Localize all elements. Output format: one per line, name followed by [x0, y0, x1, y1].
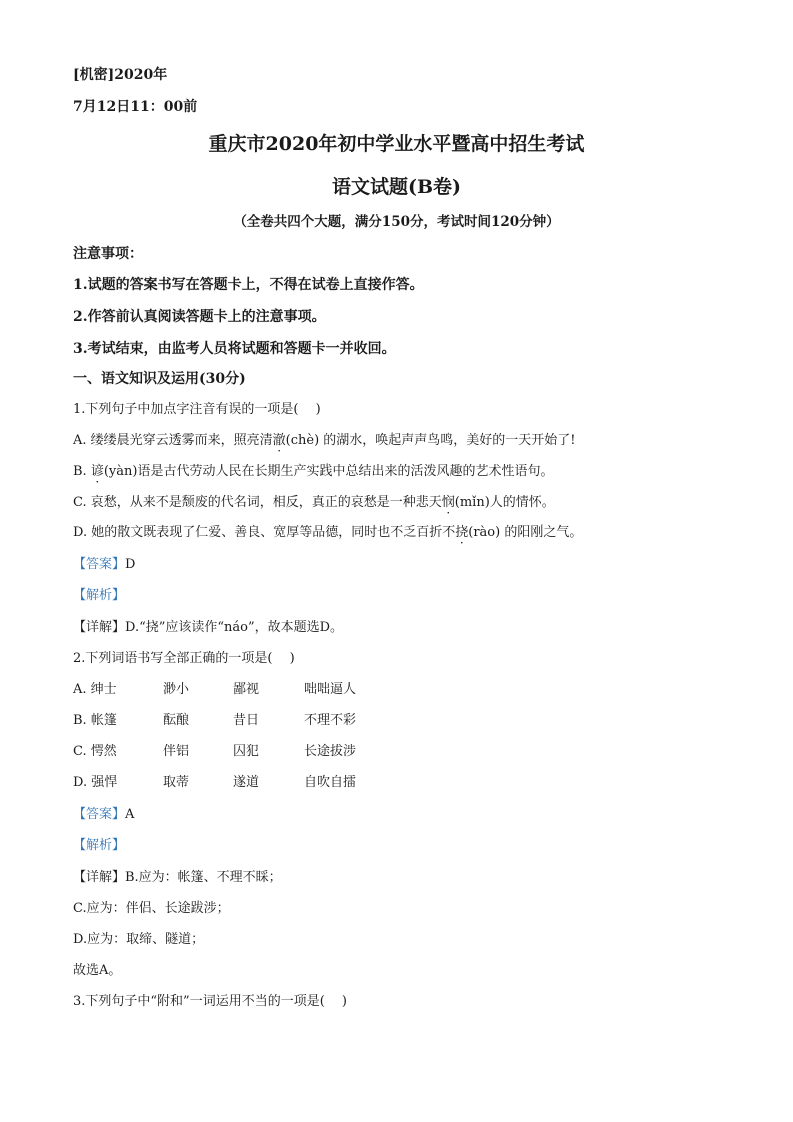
answer-value: A	[125, 807, 135, 822]
option-text: (chè) 的湖水，唤起声声鸟鸣，美好的一天开始了!	[285, 433, 576, 448]
section-heading: 一、语文知识及运用(30分)	[73, 371, 246, 387]
option-text: A. 缕缕晨光穿云透雾而来，照亮清	[73, 433, 273, 448]
answer-tag: 【答案】	[73, 557, 126, 572]
analysis-tag: 【解析】	[73, 588, 126, 603]
exam-title: 重庆市2020年初中学业水平暨高中招生考试	[208, 133, 585, 155]
option-word: A. 绅士	[73, 682, 117, 697]
detail-text: D.应为：取缔、隧道；	[73, 932, 205, 947]
question-1-option-c	[73, 494, 555, 512]
detail-text: C.应为：伴侣、长途跋涉；	[73, 901, 230, 916]
option-word: 鄙视	[233, 682, 260, 697]
note-item: 3.考试结束，由监考人员将试题和答题卡一并收回。	[73, 341, 396, 357]
option-word: 遂道	[233, 775, 260, 790]
option-text: B.	[73, 464, 91, 479]
question-2-stem: 2.下列词语书写全部正确的一项是( )	[73, 651, 295, 666]
option-word: C. 愕然	[73, 744, 117, 759]
answer-line	[73, 806, 134, 824]
option-word: 咄咄逼人	[304, 682, 357, 697]
dotted-char: 澈	[272, 433, 286, 448]
option-word: B. 帐篷	[73, 713, 117, 728]
detail-text: 【详解】B.应为：帐篷、不理不睬；	[73, 870, 282, 885]
option-text: C. 哀愁，从来不是颓废的代名词，相反，真正的哀愁是一种悲天	[73, 495, 442, 510]
confidential-label: [机密]2020年	[73, 67, 168, 83]
question-1-option-d	[73, 524, 582, 542]
option-word: 长途拔涉	[304, 744, 357, 759]
option-word: 取蒂	[163, 775, 190, 790]
option-text: (yàn)语是古代劳动人民在长期生产实践中总结出来的活泼风趣的艺术性语句。	[103, 464, 554, 479]
question-1-option-b	[73, 463, 553, 481]
dotted-char: 谚	[90, 464, 104, 479]
option-text: (rào) 的阳刚之气。	[468, 525, 583, 540]
note-item: 2.作答前认真阅读答题卡上的注意事项。	[73, 309, 326, 325]
exam-subtitle: 语文试题(B卷)	[331, 176, 462, 198]
option-word: 囚犯	[233, 744, 260, 759]
option-text: D. 她的散文既表现了仁爱、善良、宽厚等品德，同时也不乏百折不	[73, 525, 456, 540]
note-item: 1.试题的答案书写在答题卡上，不得在试卷上直接作答。	[73, 277, 424, 293]
option-word: 昔日	[233, 713, 260, 728]
dotted-char: 挠	[455, 525, 469, 540]
option-word: 自吹自擂	[304, 775, 357, 790]
deadline-label: 7月12日11：00前	[73, 99, 198, 115]
answer-line	[73, 556, 135, 574]
notes-heading: 注意事项：	[73, 246, 143, 262]
exam-info: （全卷共四个大题，满分150分，考试时间120分钟）	[233, 214, 560, 230]
option-word: D. 强悍	[73, 775, 118, 790]
option-word: 伴铝	[163, 744, 190, 759]
answer-value: D	[125, 557, 136, 572]
option-word: 不理不彩	[304, 713, 357, 728]
option-text: (mǐn)人的情怀。	[454, 495, 555, 510]
dotted-char: 悯	[441, 495, 455, 510]
option-word: 渺小	[163, 682, 190, 697]
option-word: 酝酿	[163, 713, 190, 728]
question-3-stem: 3.下列句子中“附和”一词运用不当的一项是( )	[73, 994, 347, 1009]
answer-tag: 【答案】	[73, 807, 126, 822]
detail-text: 故选A。	[73, 963, 122, 978]
question-1-stem: 1.下列句子中加点字注音有误的一项是( )	[73, 402, 321, 417]
analysis-tag: 【解析】	[73, 838, 126, 853]
question-1-option-a	[73, 432, 576, 450]
detail-text: 【详解】D.“挠”应该读作“náo”，故本题选D。	[73, 620, 344, 635]
